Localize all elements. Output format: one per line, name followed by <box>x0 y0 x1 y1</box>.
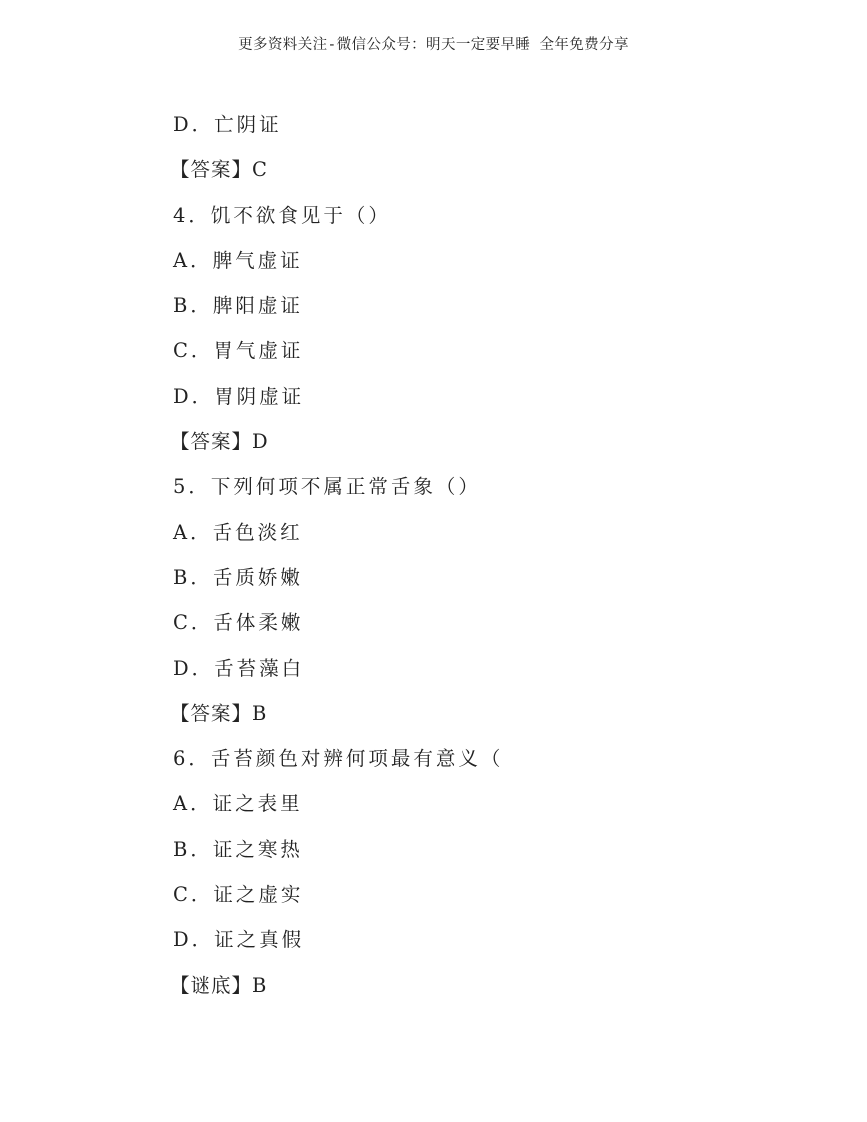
option-line: D．舌苔藻白 <box>173 656 305 680</box>
page-header: 更多资料关注-微信公众号：明天一定要早睡 全年免费分享 <box>238 37 629 53</box>
answer-line: 【谜底】B <box>170 973 268 997</box>
answer-line: 【答案】C <box>170 158 268 182</box>
option-line: C．胃气虚证 <box>173 339 304 363</box>
option-line: A．舌色淡红 <box>173 520 303 544</box>
answer-line: 【答案】D <box>170 430 269 454</box>
answer-line: 【答案】B <box>170 701 268 725</box>
question-line: 5．下列何项不属正常舌象（） <box>173 475 481 499</box>
option-line: C．舌体柔嫩 <box>173 611 304 635</box>
option-line: B．舌质娇嫩 <box>173 565 303 589</box>
option-line: A．证之表里 <box>173 792 303 816</box>
option-line: A．脾气虚证 <box>173 248 303 272</box>
option-line: D．亡阴证 <box>173 113 282 136</box>
option-line: B．证之寒热 <box>173 837 303 861</box>
document-body <box>170 111 793 1017</box>
question-line: 4．饥不欲食见于（） <box>173 203 391 227</box>
question-line: 6．舌苔颜色对辨何项最有意义（ <box>173 747 504 771</box>
option-line: C．证之虚实 <box>173 883 304 907</box>
option-line: D．证之真假 <box>173 928 305 952</box>
option-line: D．胃阴虚证 <box>173 384 305 408</box>
option-line: B．脾阳虚证 <box>173 294 303 318</box>
